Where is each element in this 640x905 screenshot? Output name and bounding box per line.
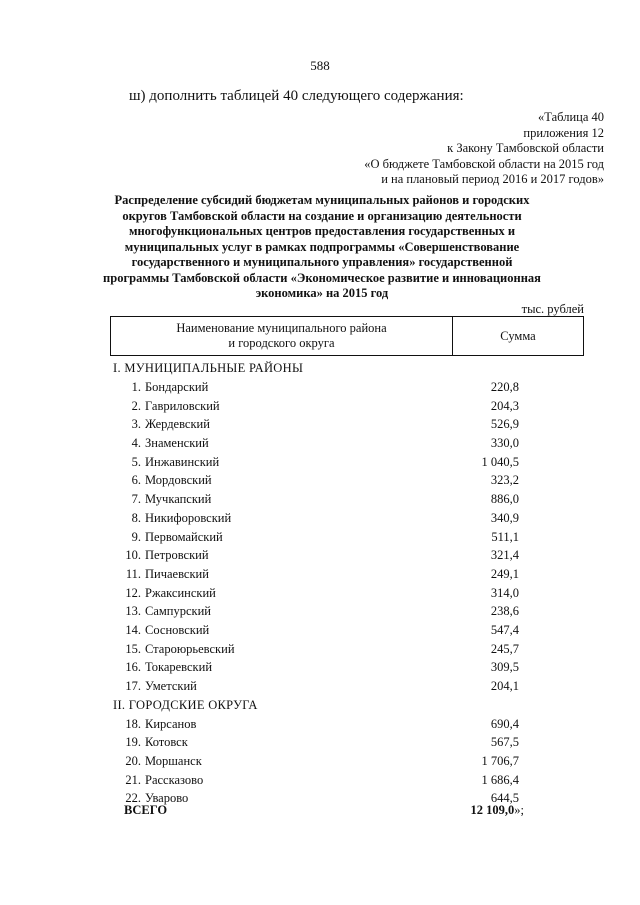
row-name-cell [110, 397, 419, 416]
row-name: Мордовский [145, 473, 212, 488]
table-title-line: муниципальных услуг в рамках подпрограммы «Совершенствование [124, 239, 520, 254]
table-row [110, 621, 584, 640]
row-value: 690,4 [490, 716, 519, 731]
table-row [110, 378, 584, 397]
header-name-line: Наименование муниципального района [176, 321, 387, 335]
row-value: 886,0 [490, 492, 519, 507]
row-value: 220,8 [490, 380, 519, 394]
header-name-line: и городского округа [228, 336, 335, 350]
row-value: 314,0 [490, 585, 519, 600]
row-number: 19. [125, 735, 141, 750]
row-value: 323,2 [490, 473, 519, 488]
table-ref-line: приложения 12 [523, 125, 604, 140]
row-number: 6. [131, 473, 141, 488]
row-name-cell [110, 546, 419, 565]
table-title-line: экономика» на 2015 год [255, 286, 389, 300]
table-title [100, 193, 544, 302]
row-number: 20. [125, 754, 141, 769]
row-number: 10. [125, 548, 141, 563]
row-number: 22. [125, 791, 141, 806]
intro-text: ш) дополнить таблицей 40 следующего содержания: [129, 88, 464, 104]
total-label: ВСЕГО [124, 803, 168, 817]
table-ref-line: и на плановый период 2016 и 2017 годов» [381, 172, 604, 186]
row-number: 9. [131, 529, 141, 544]
table-row [110, 546, 584, 565]
row-name: Рассказово [145, 772, 204, 787]
row-name: Бондарский [145, 380, 209, 394]
table-row [110, 715, 584, 734]
table-ref-line: к Закону Тамбовской области [447, 141, 604, 155]
units-label: тыс. рублей [521, 302, 584, 316]
row-name-cell [110, 752, 419, 771]
row-name: Котовск [145, 735, 188, 750]
row-name: Первомайский [145, 529, 223, 544]
districts-list [110, 378, 584, 696]
row-name: Уметский [145, 679, 197, 693]
row-name: Никифоровский [145, 510, 232, 525]
row-name-cell [110, 471, 419, 490]
table-row [110, 752, 584, 771]
row-value: 1 706,7 [481, 754, 519, 769]
row-number: 17. [125, 679, 141, 693]
table-row [110, 434, 584, 453]
total-closing-quote: »; [514, 803, 524, 817]
table-row [110, 640, 584, 659]
row-number: 3. [131, 417, 141, 432]
row-number: 18. [125, 716, 141, 731]
row-name: Знаменский [145, 436, 209, 451]
page-number: 588 [310, 58, 330, 73]
row-name-cell [110, 378, 419, 397]
table-title-line: государственного и муниципального управления» государственной [131, 255, 513, 269]
table-ref-line: «Таблица 40 [538, 110, 604, 124]
row-number: 8. [131, 510, 141, 525]
table-row [110, 471, 584, 490]
row-value: 321,4 [490, 548, 519, 563]
header-sum-cell: Сумма [500, 328, 536, 343]
table-title-line: Распределение субсидий бюджетам муниципальных районов и городских [114, 193, 530, 207]
row-number: 2. [131, 398, 141, 413]
table-row [110, 509, 584, 528]
row-value: 547,4 [490, 622, 519, 637]
section-heading-city-districts: II. ГОРОДСКИЕ ОКРУГА [113, 697, 258, 712]
row-name: Токаревский [145, 660, 213, 675]
row-number: 11. [125, 566, 141, 581]
row-name: Уварово [145, 791, 189, 806]
row-number: 13. [125, 604, 141, 619]
row-number: 4. [131, 436, 141, 451]
row-name: Кирсанов [145, 716, 197, 731]
row-value: 1 040,5 [481, 454, 519, 469]
row-value: 249,1 [490, 566, 519, 581]
row-name: Моршанск [145, 754, 202, 769]
row-name: Гавриловский [145, 398, 220, 413]
row-number: 12. [125, 585, 141, 600]
row-number: 5. [131, 454, 141, 469]
table-row [110, 733, 584, 752]
total-row [110, 800, 584, 820]
row-value: 644,5 [490, 791, 519, 806]
row-value: 204,3 [490, 398, 519, 413]
total-amount: 12 109,0 [470, 803, 515, 817]
row-name-cell [110, 509, 419, 528]
row-name-cell [110, 733, 419, 752]
table-title-line: округов Тамбовской области на создание и организацию деятельности [122, 208, 522, 223]
table-row [110, 771, 584, 790]
row-value: 245,7 [490, 641, 519, 656]
row-name: Жердевский [145, 417, 210, 432]
table-title-line: программы Тамбовской области «Экономическое развитие и инновационная [103, 270, 541, 285]
row-name: Мучкапский [145, 492, 212, 507]
row-name-cell [110, 528, 419, 547]
table-title-line: многофункциональных центров предоставления государственных и [128, 224, 516, 238]
row-number: 7. [131, 492, 141, 507]
table-reference [364, 110, 604, 188]
table-row [110, 528, 584, 547]
row-name-cell [110, 584, 419, 603]
row-value: 340,9 [490, 510, 519, 525]
table-row [110, 565, 584, 584]
table-ref-line: «О бюджете Тамбовской области на 2015 год [364, 156, 604, 171]
row-name-cell [110, 602, 419, 621]
row-value: 309,5 [490, 660, 519, 675]
row-value: 526,9 [490, 417, 519, 432]
row-value: 511,1 [491, 529, 519, 544]
total-value [424, 800, 524, 820]
table-row [110, 677, 584, 696]
header-name-cell [111, 317, 453, 355]
table-row [110, 490, 584, 509]
row-name-cell [110, 677, 419, 696]
row-number: 15. [125, 641, 141, 656]
table-body [110, 359, 584, 808]
table-row [110, 397, 584, 416]
row-name-cell [110, 771, 419, 790]
row-value: 567,5 [490, 735, 519, 750]
row-name: Пичаевский [145, 566, 209, 581]
row-name: Петровский [145, 548, 209, 563]
section-heading-districts: I. МУНИЦИПАЛЬНЫЕ РАЙОНЫ [113, 361, 304, 375]
table-header [110, 316, 584, 356]
city-districts-list [110, 715, 584, 808]
row-name-cell [110, 453, 419, 472]
table-row [110, 453, 584, 472]
row-name: Ржаксинский [145, 585, 216, 600]
row-number: 1. [131, 380, 141, 394]
row-name-cell [110, 434, 419, 453]
row-name-cell [110, 490, 419, 509]
row-number: 16. [125, 660, 141, 675]
row-number: 14. [125, 622, 141, 637]
row-number: 21. [125, 772, 141, 787]
row-name-cell [110, 565, 419, 584]
table-row [110, 658, 584, 677]
row-name: Сосновский [145, 622, 210, 637]
row-value: 1 686,4 [481, 772, 519, 787]
row-name: Староюрьевский [145, 641, 235, 656]
table-row [110, 602, 584, 621]
row-name-cell [110, 640, 419, 659]
row-name: Инжавинский [145, 454, 220, 469]
row-value: 204,1 [490, 679, 519, 693]
table-row [110, 415, 584, 434]
row-name-cell [110, 658, 419, 677]
row-value: 238,6 [490, 604, 519, 619]
row-name-cell [110, 621, 419, 640]
row-name-cell [110, 415, 419, 434]
row-value: 330,0 [490, 436, 519, 451]
row-name-cell [110, 715, 419, 734]
row-name: Сампурский [145, 604, 211, 619]
table-row [110, 584, 584, 603]
